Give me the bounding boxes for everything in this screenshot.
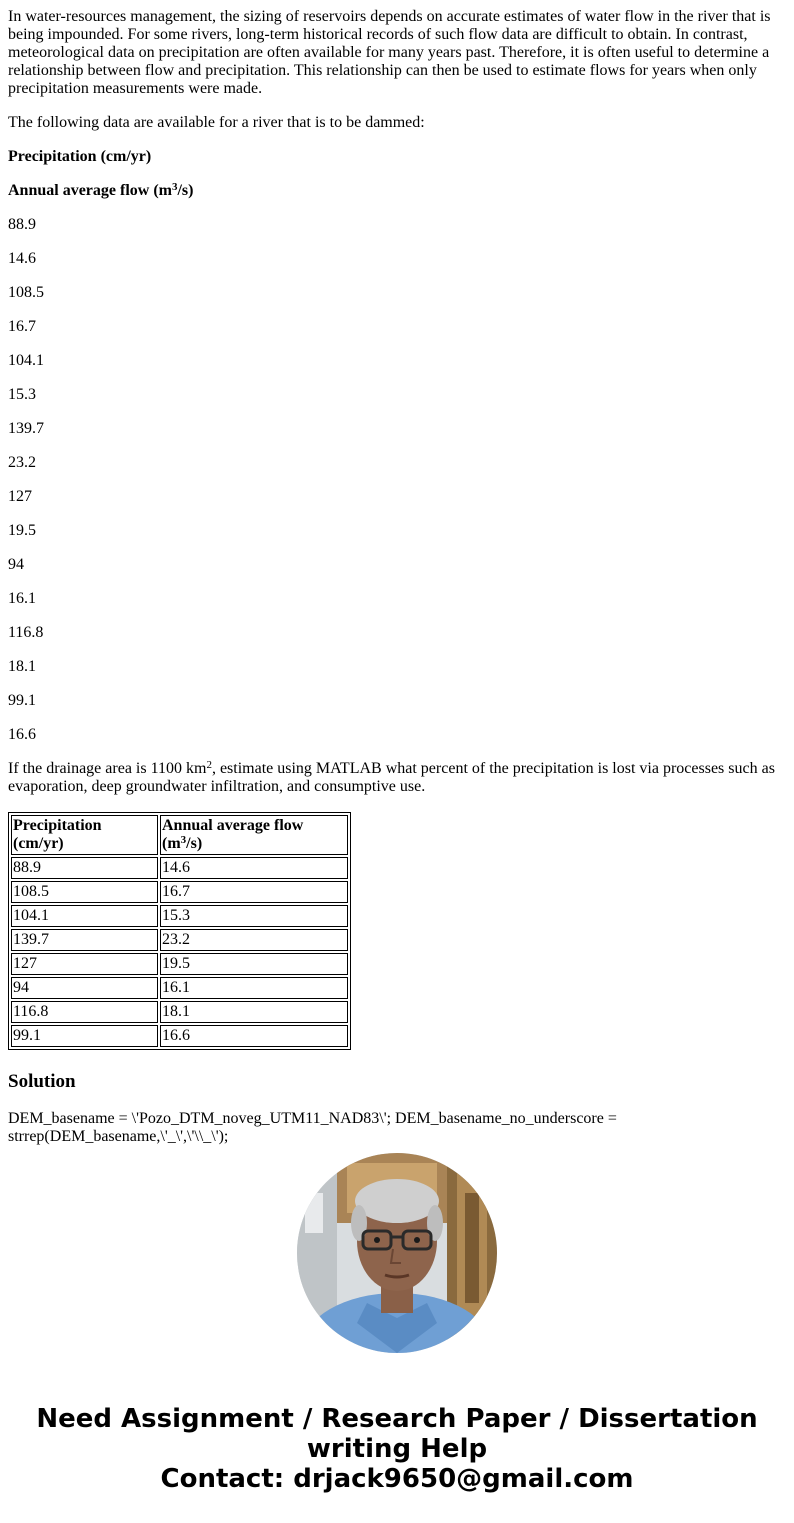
table-row [11, 953, 348, 975]
table-cell-flow: 18.1 [160, 1001, 348, 1023]
list-value: 16.6 [8, 726, 36, 743]
table-header-flow-main: Annual average flow (m [162, 817, 304, 852]
flow-header-superscript: 3 [171, 181, 178, 193]
list-value: 19.5 [8, 522, 36, 539]
table-row [11, 881, 348, 903]
value-list [8, 216, 786, 744]
table-row [11, 1001, 348, 1023]
table-cell-flow: 19.5 [160, 953, 348, 975]
table-header-flow [160, 815, 348, 855]
promo-contact-line: Contact: drjack9650@gmail.com [160, 1464, 634, 1494]
list-value: 23.2 [8, 454, 36, 471]
table-cell-flow: 16.1 [160, 977, 348, 999]
table-cell-precipitation: 108.5 [11, 881, 158, 903]
question-superscript: 2 [206, 759, 212, 771]
table-cell-flow: 23.2 [160, 929, 348, 951]
question-paragraph [8, 760, 786, 796]
table-row [11, 1025, 348, 1047]
intro-paragraph: In water-resources management, the sizing of reservoirs depends on accurate estimates of water flow in the river that is being impounded. For some rivers, long-term historical records of such flow data are difficult to obtain. In contrast, meteorological data on precipitation are often available for many years past. Therefore, it is often useful to determine a relationship between flow and precipitation. This relationship can then be used to estimate flows for years when only precipitation measurements were made. [8, 8, 771, 97]
promo-line-1: Need Assignment / Research Paper / Dissertation [36, 1404, 758, 1434]
solution-heading: Solution [8, 1071, 76, 1092]
table-cell-precipitation: 116.8 [11, 1001, 158, 1023]
table-cell-flow: 14.6 [160, 857, 348, 879]
flow-header-text [8, 182, 786, 200]
table-cell-flow: 15.3 [160, 905, 348, 927]
promo-line-2: writing Help [306, 1434, 488, 1464]
list-value: 15.3 [8, 386, 36, 403]
list-value: 94 [8, 556, 24, 573]
table-row [11, 929, 348, 951]
flow-header-unit-end: /s) [177, 182, 194, 199]
table-cell-precipitation: 104.1 [11, 905, 158, 927]
question-main: If the drainage area is 1100 km [8, 760, 207, 777]
table-cell-flow: 16.7 [160, 881, 348, 903]
table-cell-precipitation: 94 [11, 977, 158, 999]
list-value: 99.1 [8, 692, 36, 709]
table-header-row [11, 815, 348, 855]
list-value: 14.6 [8, 250, 36, 267]
list-value: 88.9 [8, 216, 36, 233]
list-value: 16.1 [8, 590, 36, 607]
flow-header-main: Annual average flow (m [8, 182, 172, 199]
avatar-portrait-icon [297, 1153, 497, 1353]
table-header-precipitation: Precipitation (cm/yr) [11, 815, 158, 855]
data-table [8, 812, 351, 1050]
table-row [11, 977, 348, 999]
table-cell-precipitation: 127 [11, 953, 158, 975]
precipitation-header-text: Precipitation (cm/yr) [8, 148, 152, 165]
table-header-flow-end: /s) [186, 835, 203, 852]
table-body [11, 857, 348, 1047]
question-rest: , estimate using MATLAB what percent of the precipitation is lost via processes such as evaporation, deep groundwater infiltration, and consumptive use. [8, 760, 775, 795]
promo-banner [0, 1404, 794, 1494]
table-cell-flow: 16.6 [160, 1025, 348, 1047]
table-cell-precipitation: 88.9 [11, 857, 158, 879]
solution-code-text: DEM_basename = \'Pozo_DTM_noveg_UTM11_NAD83\'; DEM_basename_no_underscore = strrep(DEM_basename,\'_\',\'\\_\'); [8, 1110, 617, 1145]
list-value: 108.5 [8, 284, 44, 301]
list-value: 116.8 [8, 624, 44, 641]
list-value: 18.1 [8, 658, 36, 675]
table-cell-precipitation: 99.1 [11, 1025, 158, 1047]
list-value: 127 [8, 488, 32, 505]
list-value: 104.1 [8, 352, 44, 369]
list-value: 16.7 [8, 318, 36, 335]
author-avatar [297, 1153, 497, 1353]
table-row [11, 857, 348, 879]
table-row [11, 905, 348, 927]
following-data-text: The following data are available for a river that is to be dammed: [8, 114, 425, 131]
table-cell-precipitation: 139.7 [11, 929, 158, 951]
list-value: 139.7 [8, 420, 44, 437]
table-header-flow-superscript: 3 [180, 834, 187, 846]
